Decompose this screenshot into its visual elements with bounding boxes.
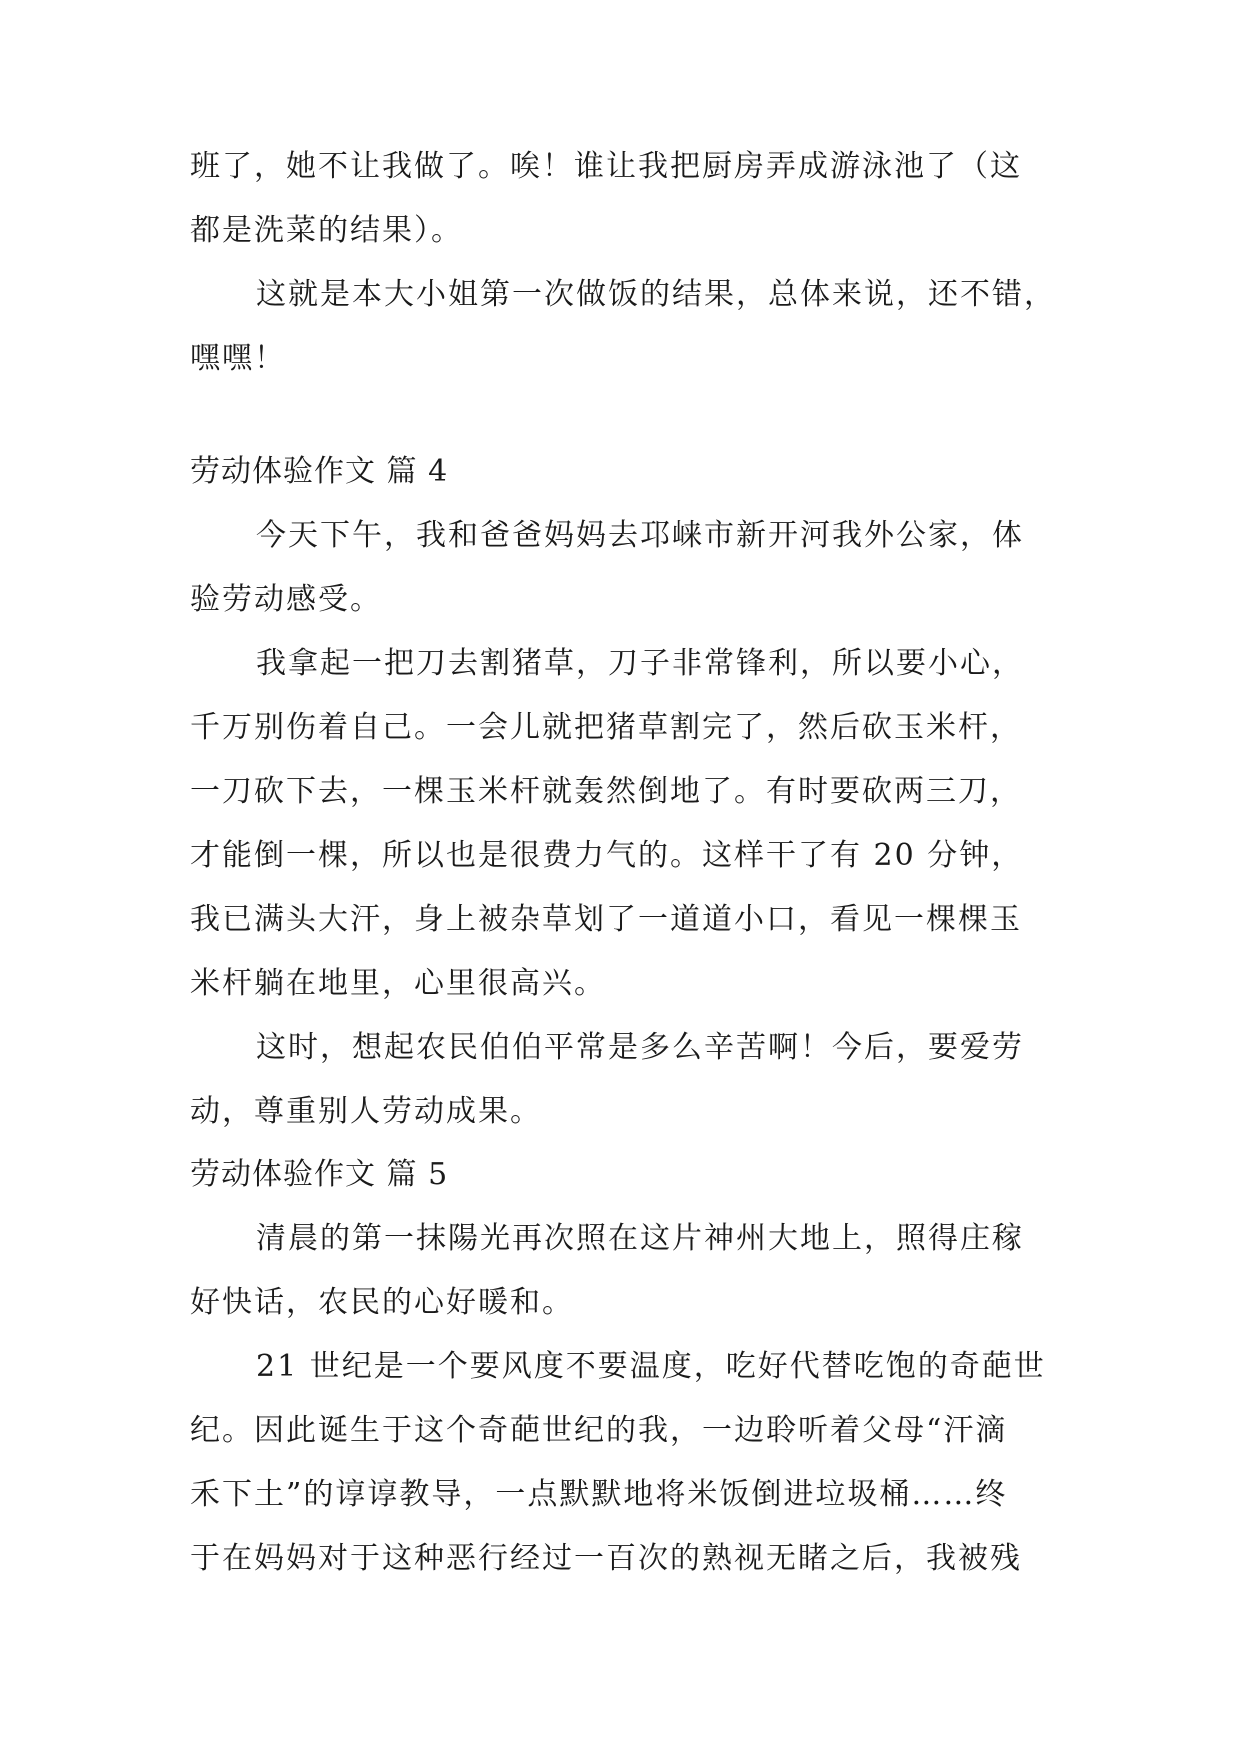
paragraph-line: 班了，她不让我做了。唉！谁让我把厨房弄成游泳池了（这 — [190, 149, 1022, 184]
section-heading: 劳动体验作文 篇 5 — [190, 1157, 449, 1192]
paragraph-line: 我拿起一把刀去割猪草，刀子非常锋利，所以要小心， — [256, 646, 1024, 681]
paragraph-line: 禾下土”的谆谆教导，一点默默地将米饭倒进垃圾桶……终 — [190, 1477, 1008, 1512]
paragraph-line: 才能倒一棵，所以也是很费力气的。这样干了有 20 分钟， — [190, 838, 1024, 873]
continuation-text — [190, 135, 1056, 391]
paragraph-line: 清晨的第一抹陽光再次照在这片神州大地上，照得庄稼 — [256, 1221, 1024, 1256]
paragraph-line: 都是洗菜的结果）。 — [190, 213, 463, 248]
paragraph-line: 米杆躺在地里，心里很高兴。 — [190, 966, 606, 1001]
section-heading: 劳动体验作文 篇 4 — [190, 454, 449, 489]
paragraph-line: 今天下午，我和爸爸妈妈去邛崃市新开河我外公家，体 — [256, 518, 1024, 553]
paragraph-line: 一刀砍下去，一棵玉米杆就轰然倒地了。有时要砍两三刀， — [190, 774, 1022, 809]
paragraph-line: 好快话，农民的心好暖和。 — [190, 1285, 574, 1320]
paragraph-line: 我已满头大汗，身上被杂草划了一道道小口，看见一棵棵玉 — [190, 902, 1022, 937]
paragraph-line: 验劳动感受。 — [190, 582, 382, 617]
paragraph-line: 21 世纪是一个要风度不要温度，吃好代替吃饱的奇葩世 — [256, 1349, 1046, 1384]
paragraph-line: 纪。因此诞生于这个奇葩世纪的我，一边聆听着父母“汗滴 — [190, 1413, 1008, 1448]
section-5-body — [190, 1207, 1050, 1591]
paragraph-line: 这时，想起农民伯伯平常是多么辛苦啊！今后，要爱劳 — [256, 1030, 1024, 1065]
paragraph-line: 动，尊重别人劳动成果。 — [190, 1094, 542, 1129]
paragraph-line: 千万别伤着自己。一会儿就把猪草割完了，然后砍玉米杆， — [190, 710, 1022, 745]
section-4-body — [190, 504, 1050, 1144]
paragraph-line: 这就是本大小姐第一次做饭的结果，总体来说，还不错， — [256, 277, 1056, 312]
paragraph-line: 嘿嘿！ — [190, 341, 286, 376]
paragraph-line: 于在妈妈对于这种恶行经过一百次的熟视无睹之后，我被残 — [190, 1541, 1022, 1576]
